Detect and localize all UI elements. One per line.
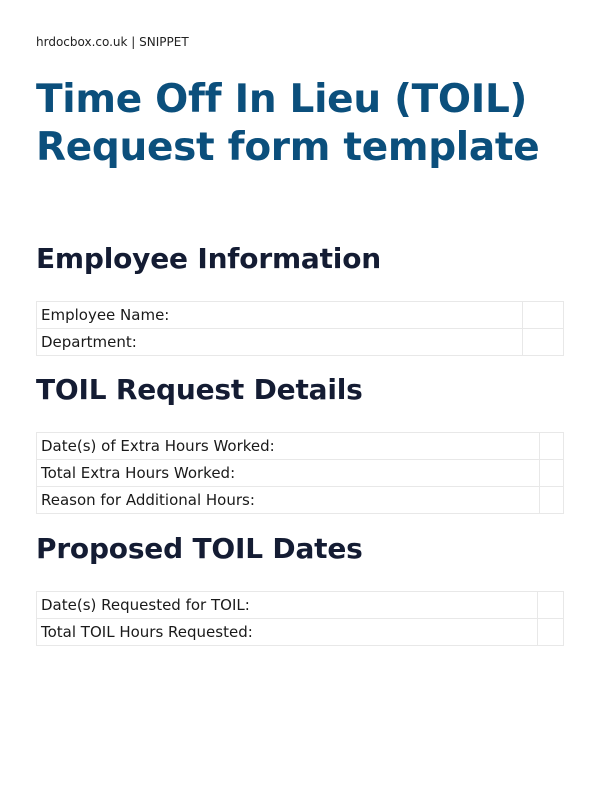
field-label: Total Extra Hours Worked:: [37, 460, 540, 487]
toil-request-details-table: [36, 432, 564, 514]
department-field[interactable]: [523, 329, 564, 356]
section-heading-employee-information: Employee Information: [36, 242, 381, 275]
table-row: [37, 302, 564, 329]
field-label: Total TOIL Hours Requested:: [37, 619, 538, 646]
field-label: Employee Name:: [37, 302, 523, 329]
proposed-toil-dates-table: [36, 591, 564, 646]
field-label: Department:: [37, 329, 523, 356]
extra-hours-dates-field[interactable]: [540, 433, 564, 460]
total-extra-hours-field[interactable]: [540, 460, 564, 487]
table-row: [37, 329, 564, 356]
section-heading-proposed-toil-dates: Proposed TOIL Dates: [36, 532, 363, 565]
table-row: [37, 592, 564, 619]
title-line-1: Time Off In Lieu (TOIL): [36, 77, 528, 122]
employee-name-field[interactable]: [523, 302, 564, 329]
title-line-2: Request form template: [36, 125, 540, 170]
table-row: [37, 487, 564, 514]
table-row: [37, 460, 564, 487]
table-row: [37, 433, 564, 460]
toil-dates-requested-field[interactable]: [538, 592, 564, 619]
site-label: hrdocbox.co.uk | SNIPPET: [36, 35, 189, 49]
field-label: Reason for Additional Hours:: [37, 487, 540, 514]
field-label: Date(s) Requested for TOIL:: [37, 592, 538, 619]
reason-field[interactable]: [540, 487, 564, 514]
total-toil-hours-field[interactable]: [538, 619, 564, 646]
field-label: Date(s) of Extra Hours Worked:: [37, 433, 540, 460]
page-title: [36, 76, 539, 172]
employee-information-table: [36, 301, 564, 356]
section-heading-toil-request-details: TOIL Request Details: [36, 373, 363, 406]
table-row: [37, 619, 564, 646]
